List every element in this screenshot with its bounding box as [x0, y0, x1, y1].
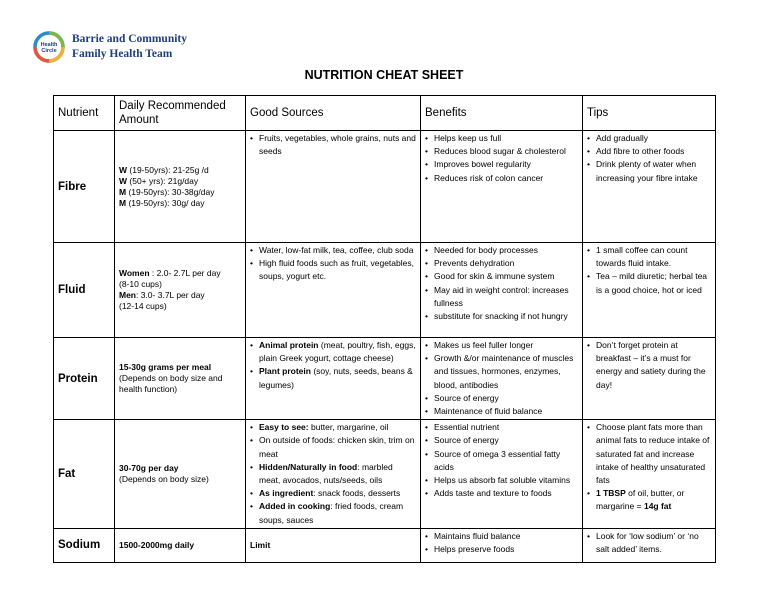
table-row [54, 131, 716, 243]
plain-text: Add gradually [596, 133, 648, 143]
bold-text: Men [119, 290, 136, 300]
tips-list [587, 339, 711, 392]
benefits-list [425, 530, 578, 556]
list-item [587, 530, 711, 556]
list-item [250, 339, 416, 365]
benefits-list [425, 339, 578, 418]
bold-text: Animal protein [259, 340, 319, 350]
tips [583, 420, 716, 529]
list-item [425, 487, 578, 500]
column-header-benefits: Benefits [421, 96, 583, 131]
plain-text: Reduces blood sugar & cholesterol [434, 146, 566, 157]
amount-line [119, 279, 241, 290]
plain-text: Makes us feel fuller longer [434, 340, 534, 350]
plain-text: substitute for snacking if not hungry [434, 311, 568, 322]
tips-list [587, 530, 711, 556]
bold-text: M [119, 197, 127, 208]
good-sources [246, 243, 421, 338]
good-sources [246, 131, 421, 243]
amount-line [119, 540, 241, 551]
plain-text: Source of energy [434, 392, 499, 403]
plain-text: Water, low-fat milk, tea, coffee, club soda [259, 245, 414, 255]
bold-text: 14g fat [643, 501, 672, 512]
list-item [587, 158, 711, 184]
plain-text: Look for ‘low sodium’ or ‘no salt added’ items. [596, 530, 699, 555]
bold-text: W [119, 175, 128, 186]
list-item [425, 474, 578, 487]
nutrient-name: Fibre [54, 131, 115, 243]
good-sources [246, 420, 421, 529]
sources-list [250, 132, 416, 158]
sources-text: Limit [250, 539, 271, 550]
amount-line [119, 187, 241, 198]
plain-text: Source of omega 3 essential fatty acids [434, 448, 561, 472]
list-item [587, 487, 711, 513]
plain-text: : 2.0- 2.7L per day [149, 268, 221, 278]
tips-list [587, 244, 711, 297]
tips-list [587, 132, 711, 185]
plain-text: Drink plenty of water when increasing your fibre intake [596, 159, 698, 183]
bold-text: 1 TBSP [596, 488, 626, 499]
good-sources [246, 528, 421, 562]
sources-list [250, 421, 416, 527]
list-item [425, 352, 578, 392]
good-sources [246, 338, 421, 420]
plain-text: of oil, butter, or margarine = [596, 488, 685, 512]
table-row [54, 243, 716, 338]
plain-text: On outside of foods: chicken skin, trim on meat [259, 435, 415, 459]
plain-text: High fluid foods such as fruit, vegetables, soups, yogurt etc. [259, 258, 414, 282]
list-item [250, 244, 416, 257]
list-item [425, 339, 578, 352]
list-item [587, 270, 711, 296]
logo-mark-word-2: Circle [41, 48, 57, 54]
list-item [425, 270, 578, 283]
daily-amount [115, 420, 246, 529]
list-item [425, 132, 578, 145]
list-item [425, 543, 578, 556]
logo-mark-word-1: Health [40, 42, 58, 48]
nutrient-name: Fluid [54, 243, 115, 338]
nutrition-table [53, 95, 716, 563]
daily-amount [115, 338, 246, 420]
bold-text: Plant protein [259, 366, 311, 377]
list-item [425, 284, 578, 310]
list-item [250, 434, 416, 460]
plain-text: (19-50yrs): 30-38g/day [126, 186, 215, 197]
sources-list [250, 244, 416, 284]
benefits-list [425, 244, 578, 323]
benefits [421, 528, 583, 562]
list-item [425, 310, 578, 323]
plain-text: Good for skin & immune system [434, 271, 555, 282]
plain-text: Add fibre to other foods [596, 146, 685, 157]
list-item [425, 158, 578, 171]
amount-line [119, 176, 241, 187]
benefits-list [425, 132, 578, 185]
amount-line [119, 290, 241, 301]
org-name-line1: Barrie and Community [72, 33, 187, 45]
plain-text: Maintenance of fluid balance [434, 406, 543, 417]
list-item [425, 448, 578, 474]
plain-text: Helps preserve foods [434, 544, 515, 555]
amount-line [119, 362, 241, 373]
health-circle-logo-icon [33, 31, 65, 63]
tips [583, 243, 716, 338]
list-item [425, 257, 578, 270]
list-item [587, 244, 711, 270]
amount-line [119, 198, 241, 209]
list-item [250, 365, 416, 391]
plain-text: (12-14 cups) [119, 301, 167, 311]
table-row [54, 338, 716, 420]
plain-text: Adds taste and texture to foods [434, 488, 552, 499]
column-header-daily-amount: Daily Recommended Amount [115, 96, 246, 131]
tips [583, 131, 716, 243]
plain-text: May aid in weight control: increases fullness [434, 284, 569, 308]
plain-text: Source of energy [434, 435, 499, 446]
bold-text: Hidden/Naturally in food [259, 461, 358, 472]
list-item [425, 434, 578, 447]
list-item [250, 461, 416, 487]
plain-text: Reduces risk of colon cancer [434, 172, 544, 183]
plain-text: Fruits, vegetables, whole grains, nuts and seeds [259, 133, 416, 157]
plain-text: Essential nutrient [434, 422, 500, 433]
plain-text: : snack foods, desserts [313, 488, 401, 499]
plain-text: Helps us absorb fat soluble vitamins [434, 475, 571, 486]
tips-list [587, 421, 711, 513]
list-item [587, 421, 711, 487]
plain-text: Growth &/or maintenance of muscles and tissues, hormones, enzymes, blood, antibodies [434, 353, 574, 390]
plain-text: (50+ yrs): 21g/day [127, 175, 199, 186]
org-name [72, 32, 187, 62]
list-item [425, 244, 578, 257]
table-row [54, 528, 716, 562]
plain-text: (meat, poultry, fish, eggs, plain Greek yogurt, cottage cheese) [259, 340, 416, 364]
bold-text: M [119, 186, 127, 197]
bold-text: Added in cooking [259, 501, 331, 512]
plain-text: (19-50yrs): 30g/ day [126, 197, 205, 208]
plain-text: (19-50yrs): 21-25g /d [127, 164, 209, 175]
page-title: NUTRITION CHEAT SHEET [304, 68, 464, 82]
plain-text: Choose plant fats more than animal fats to reduce intake of saturated fat and increase intake of healthy unsaturated fats [596, 422, 710, 486]
column-header-good-sources: Good Sources [246, 96, 421, 131]
amount-line [119, 463, 241, 474]
plain-text: Don’t forget protein at breakfast – it’s a must for energy and satiety during the day! [596, 340, 706, 390]
plain-text: : fried foods, cream soups, sauces [259, 501, 404, 525]
plain-text: : marbled meat, avocados, nuts/seeds, oils [259, 461, 393, 486]
list-item [587, 132, 711, 145]
nutrient-name: Sodium [54, 528, 115, 562]
list-item [250, 257, 416, 283]
plain-text: 1 small coffee can count towards fluid intake. [596, 245, 688, 269]
bold-text: 1500-2000mg daily [119, 539, 195, 550]
plain-text: Maintains fluid balance [434, 530, 521, 541]
table-row [54, 420, 716, 529]
nutrient-name: Protein [54, 338, 115, 420]
list-item [250, 500, 416, 526]
list-item [425, 145, 578, 158]
list-item [250, 421, 416, 434]
benefits [421, 338, 583, 420]
list-item [250, 132, 416, 158]
tips [583, 528, 716, 562]
benefits [421, 243, 583, 338]
list-item [250, 487, 416, 500]
org-logo [33, 31, 187, 63]
plain-text: (Depends on body size and health function) [119, 373, 223, 395]
plain-text: Needed for body processes [434, 245, 538, 255]
nutrient-name: Fat [54, 420, 115, 529]
amount-line [119, 474, 241, 485]
plain-text: (8-10 cups) [119, 279, 162, 289]
list-item [425, 421, 578, 434]
benefits [421, 420, 583, 529]
list-item [425, 172, 578, 185]
bold-text: 15-30g grams per meal [119, 362, 212, 373]
plain-text: Improves bowel regularity [434, 159, 531, 170]
list-item [425, 392, 578, 405]
plain-text: Helps keep us full [434, 133, 502, 143]
daily-amount [115, 528, 246, 562]
benefits-list [425, 421, 578, 500]
column-header-nutrient: Nutrient [54, 96, 115, 131]
plain-text: : 3.0- 3.7L per day [136, 290, 205, 300]
bold-text: Easy to see: [259, 422, 309, 433]
plain-text: Prevents dehydration [434, 258, 515, 269]
plain-text: (soy, nuts, seeds, beans & legumes) [259, 366, 413, 390]
benefits [421, 131, 583, 243]
daily-amount [115, 243, 246, 338]
bold-text: W [119, 164, 128, 175]
list-item [425, 530, 578, 543]
list-item [587, 145, 711, 158]
amount-line [119, 165, 241, 176]
plain-text: (Depends on body size) [119, 474, 209, 485]
plain-text: butter, margarine, oil [308, 422, 389, 433]
plain-text: Tea – mild diuretic; herbal tea is a good choice, hot or iced [596, 271, 708, 295]
list-item [587, 339, 711, 392]
bold-text: Women [119, 268, 150, 278]
sources-list [250, 339, 416, 392]
list-item [425, 405, 578, 418]
bold-text: 30-70g per day [119, 463, 179, 474]
amount-line [119, 268, 241, 279]
tips [583, 338, 716, 420]
amount-line [119, 373, 241, 395]
column-header-tips: Tips [583, 96, 716, 131]
daily-amount [115, 131, 246, 243]
table-header-row [54, 96, 716, 131]
amount-line [119, 301, 241, 312]
org-name-line2: Family Health Team [72, 48, 173, 60]
bold-text: As ingredient [259, 488, 314, 499]
